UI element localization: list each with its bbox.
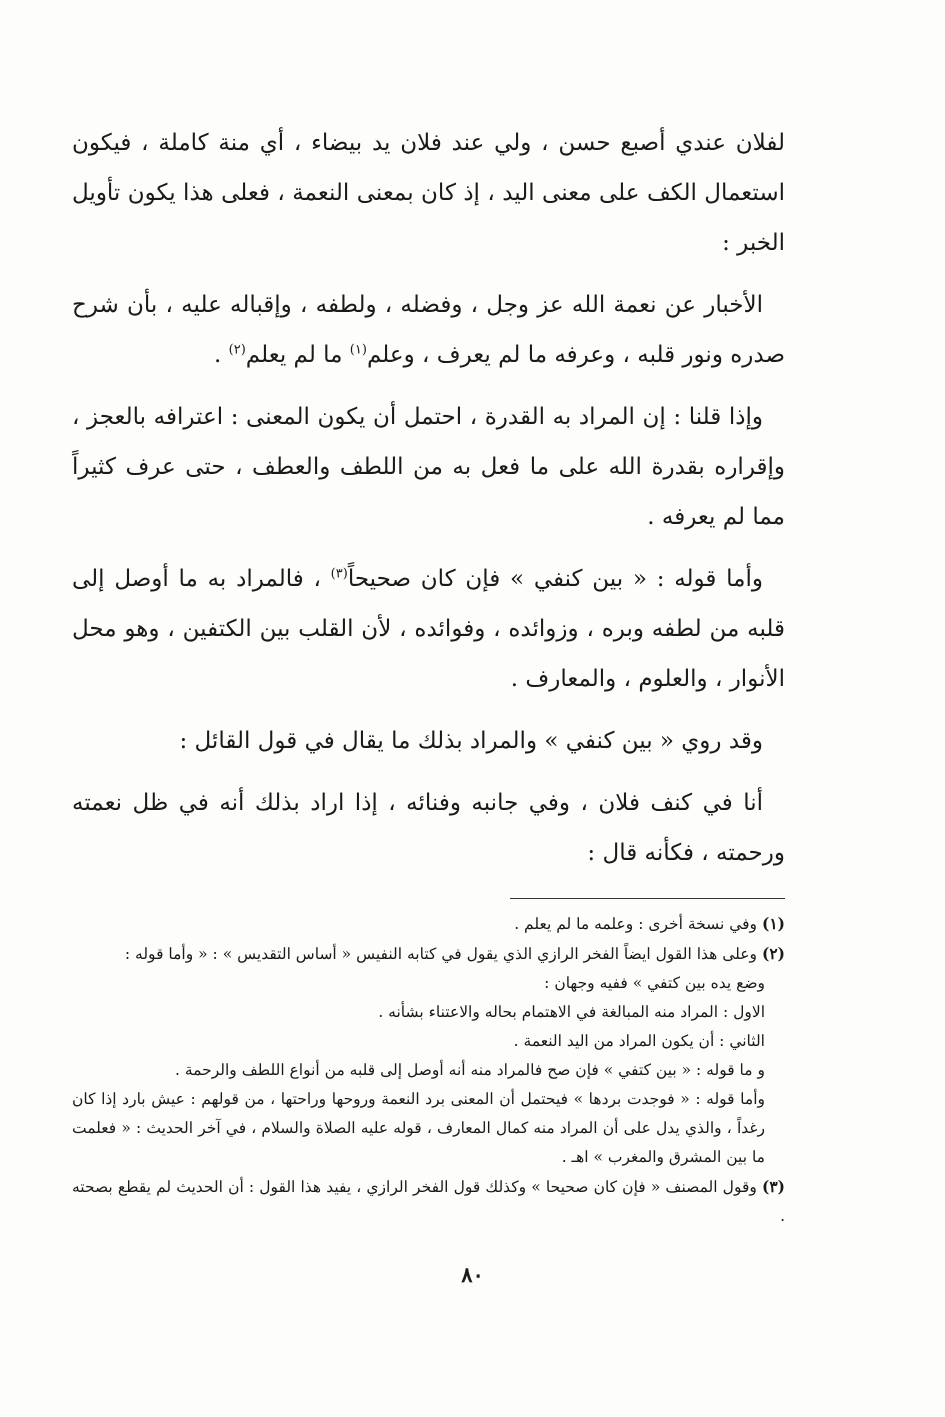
- footnote-3-number: (٣): [761, 1177, 785, 1196]
- footnote-2-line: وضع يده بين كتفي » ففيه وجهان :: [544, 974, 765, 992]
- paragraph-2-tail: ما لم يعلم: [245, 342, 343, 368]
- footnote-2: [72, 939, 785, 969]
- footnote-ref-3: (٣): [330, 566, 348, 582]
- paragraph-4-text: وأما قوله : « بين كنفي » فإن كان صحيحاً: [347, 566, 763, 592]
- paragraph-3: وإذا قلنا : إن المراد به القدرة ، احتمل أن يكون المعنى : اعترافه بالعجز ، وإقراره بقدرة الله على ما فعل به من اللطف والعطف ، حتى عرف كثيراً مما لم يعرفه .: [72, 404, 785, 530]
- footnote-2-line: و ما قوله : « بين كتفي » فإن صح فالمراد منه أنه أوصل إلى قلبه من أنواع اللطف والرحمة .: [175, 1061, 765, 1079]
- footnote-2-line: الثاني : أن يكون المراد من اليد النعمة .: [513, 1032, 765, 1050]
- footnote-2-line: وأما قوله : « فوجدت بردها » فيحتمل أن المعنى برد النعمة وروحها وراحتها ، من قولهم : عيش بارد إذا كان رغداً ، والذي يدل على أن المراد منه كمال المعارف ، قوله عليه الصلاة والسلام ، في آخر الحديث : « فعلمت ما بين المشرق والمغرب » اهـ .: [72, 1090, 765, 1166]
- paragraph-4-tail: ، فالمراد به ما أوصل إلى قلبه من لطفه وبره ، وزوائده ، وفوائده ، لأن القلب بين الكتفين ، وهو محل الأنوار ، والعلوم ، والمعارف .: [72, 566, 785, 692]
- footnote-2-number: (٢): [761, 944, 785, 963]
- footnote-1: [72, 909, 785, 939]
- footnote-divider: [510, 898, 785, 899]
- paragraph-2-text: الأخبار عن نعمة الله عز وجل ، وفضله ، ولطفه ، وإقباله عليه ، بأن شرح صدره ونور قلبه ، وعرفه ما لم يعرف ، وعلم: [72, 292, 785, 368]
- page-number: ٨٠: [461, 1262, 484, 1287]
- footnote-3-text: وقول المصنف « فإن كان صحيحا » وكذلك قول الفخر الرازي ، يفيد هذا القول : أن الحديث لم يقطع بصحته .: [72, 1178, 785, 1225]
- paragraph-1: لفلان عندي أصبع حسن ، ولي عند فلان يد بيضاء ، أي منة كاملة ، فيكون استعمال الكف على معنى اليد ، إذ كان بمعنى النعمة ، فعلى هذا يكون تأويل الخبر :: [72, 130, 785, 256]
- footnote-ref-1: (١): [349, 342, 367, 358]
- paragraph-6: أنا في كنف فلان ، وفي جانبه وفنائه ، إذا اراد بذلك أنه في ظل نعمته ورحمته ، فكأنه قال :: [72, 790, 785, 866]
- paragraph-2: [72, 280, 785, 380]
- footnote-2-line: الاول : المراد منه المبالغة في الاهتمام بحاله والاعتناء بشأنه .: [378, 1003, 765, 1021]
- paragraph-5: وقد روي « بين كنفي » والمراد بذلك ما يقال في قول القائل :: [179, 728, 763, 754]
- footnote-ref-2: (٢): [228, 342, 246, 358]
- paragraph-4: [72, 554, 785, 704]
- paragraph-2-end: .: [214, 342, 229, 368]
- footnote-2-text: وعلى هذا القول ايضاً الفخر الرازي الذي يقول في كتابه النفيس « أساس التقديس » : « وأما قوله :: [124, 945, 758, 963]
- main-text: [72, 118, 785, 878]
- footnote-3: [72, 1172, 785, 1231]
- footnotes: [72, 909, 785, 1231]
- footnote-1-text: وفي نسخة أخرى : وعلمه ما لم يعلم .: [514, 915, 758, 933]
- footnote-1-number: (١): [761, 914, 785, 933]
